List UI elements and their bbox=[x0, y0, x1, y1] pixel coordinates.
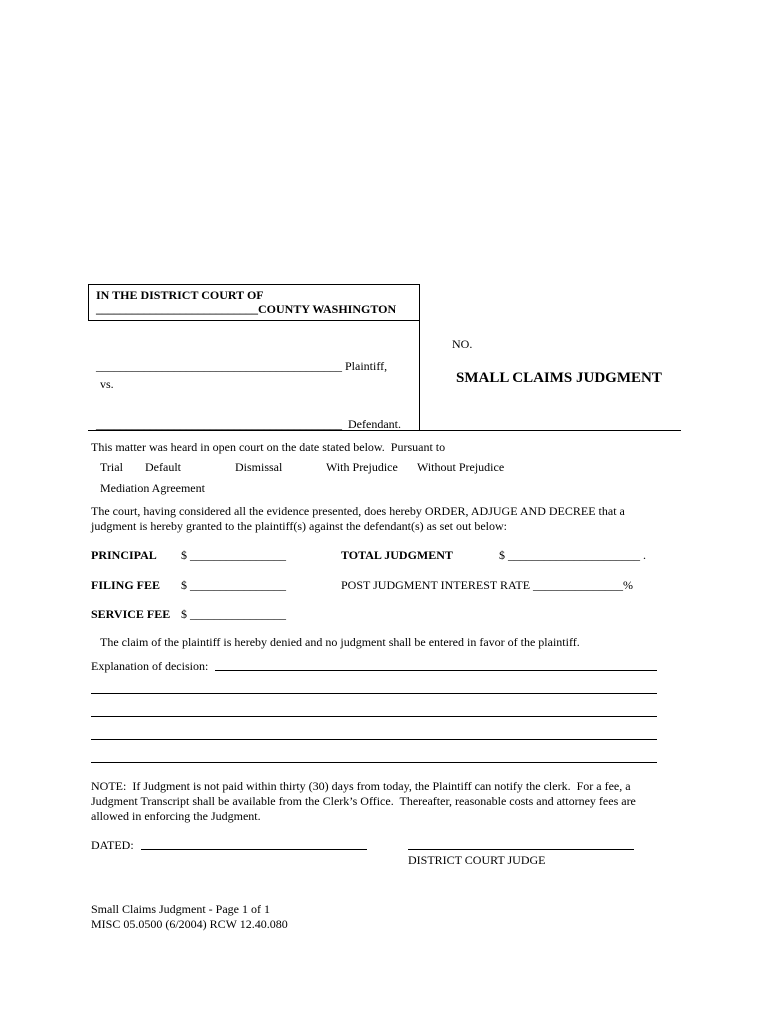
order-text-line1: The court, having considered all the evidence presented, does hereby ORDER, ADJUGE AND DECREE that a bbox=[91, 504, 625, 518]
filing-fee-field[interactable]: $ ________________ bbox=[181, 578, 286, 592]
defendant-line[interactable]: _________________________________________ Defendant. bbox=[96, 417, 401, 431]
explanation-line-4[interactable] bbox=[91, 739, 657, 740]
caption-header-divider bbox=[88, 320, 419, 321]
court-name-line1: IN THE DISTRICT COURT OF bbox=[96, 288, 264, 302]
option-mediation-agreement[interactable]: Mediation Agreement bbox=[100, 481, 205, 495]
option-default[interactable]: Default bbox=[145, 460, 181, 474]
note-line3: allowed in enforcing the Judgment. bbox=[91, 809, 261, 823]
option-without-prejudice[interactable]: Without Prejudice bbox=[417, 460, 505, 474]
court-name-line2: ___________________________COUNTY WASHINGTON bbox=[96, 302, 397, 316]
interest-rate-field[interactable]: POST JUDGMENT INTEREST RATE _______________% bbox=[341, 578, 634, 592]
document-title: SMALL CLAIMS JUDGMENT bbox=[456, 370, 662, 386]
intro-text: This matter was heard in open court on the date stated below. Pursuant to bbox=[91, 440, 446, 454]
footer-form-code: MISC 05.0500 (6/2004) RCW 12.40.080 bbox=[91, 917, 288, 931]
explanation-line-1[interactable] bbox=[215, 670, 657, 671]
total-judgment-label: TOTAL JUDGMENT bbox=[341, 548, 453, 562]
case-number-label: NO. bbox=[452, 337, 473, 351]
caption-right-border bbox=[419, 284, 420, 431]
order-text-line2: judgment is hereby granted to the plaintiff(s) against the defendant(s) as set out below: bbox=[91, 519, 507, 533]
plaintiff-line[interactable]: _________________________________________ Plaintiff, bbox=[96, 359, 388, 373]
note-line1: NOTE: If Judgment is not paid within thirty (30) days from today, the Plaintiff can notify the clerk. For a fee, a bbox=[91, 779, 631, 793]
explanation-line-3[interactable] bbox=[91, 716, 657, 717]
caption-top-border bbox=[88, 284, 419, 285]
versus-label: vs. bbox=[100, 377, 114, 391]
principal-label: PRINCIPAL bbox=[91, 548, 157, 562]
option-dismissal[interactable]: Dismissal bbox=[235, 460, 283, 474]
dated-label: DATED: bbox=[91, 838, 137, 852]
option-trial[interactable]: Trial bbox=[100, 460, 123, 474]
judge-signature-line[interactable] bbox=[408, 849, 634, 850]
note-line2: Judgment Transcript shall be available from the Clerk’s Office. Thereafter, reasonable costs and attorney fees are bbox=[91, 794, 636, 808]
judge-label: DISTRICT COURT JUDGE bbox=[408, 853, 546, 867]
explanation-line-5[interactable] bbox=[91, 762, 657, 763]
filing-fee-label: FILING FEE bbox=[91, 578, 161, 592]
total-judgment-field[interactable]: $ ______________________ . bbox=[499, 548, 646, 562]
service-fee-field[interactable]: $ ________________ bbox=[181, 607, 286, 621]
explanation-line-2[interactable] bbox=[91, 693, 657, 694]
caption-left-border bbox=[88, 284, 89, 320]
dated-line[interactable] bbox=[141, 849, 367, 850]
principal-field[interactable]: $ ________________ bbox=[181, 548, 286, 562]
footer-page-info: Small Claims Judgment - Page 1 of 1 bbox=[91, 902, 270, 916]
service-fee-label: SERVICE FEE bbox=[91, 607, 171, 621]
explanation-label: Explanation of decision: bbox=[91, 659, 209, 673]
claim-denied-text[interactable]: The claim of the plaintiff is hereby denied and no judgment shall be entered in favor of the plaintiff. bbox=[100, 635, 580, 649]
option-with-prejudice[interactable]: With Prejudice bbox=[326, 460, 398, 474]
